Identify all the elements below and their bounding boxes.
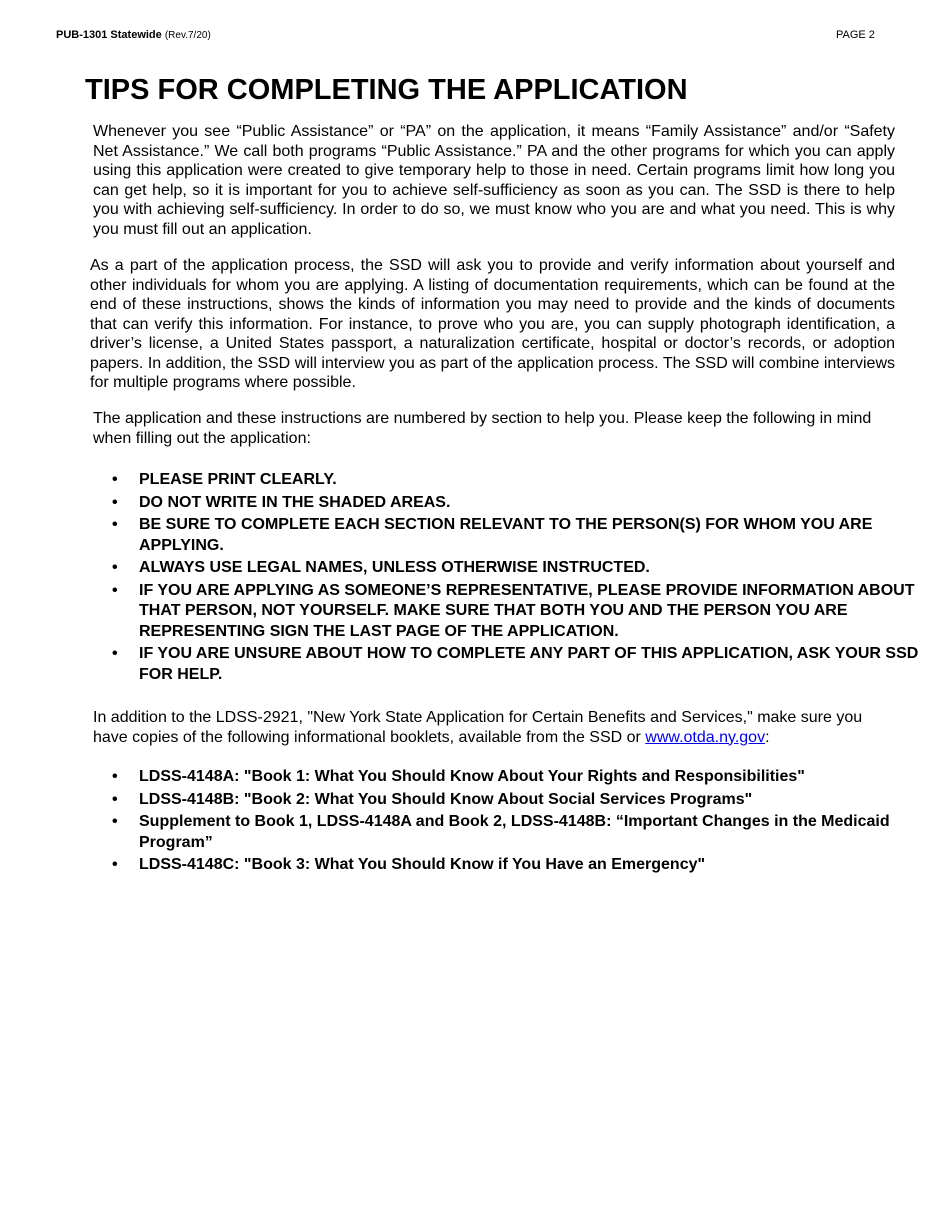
bullet-icon: • xyxy=(112,768,118,785)
bullet-icon: • xyxy=(112,493,118,511)
bullet-icon: • xyxy=(112,645,118,662)
booklet-title: LDSS-4148B: "Book 2: What You Should Know About Social Services Programs" xyxy=(139,790,753,808)
process-paragraph: As a part of the application process, the SSD will ask you to provide and verify information about yourself and other individuals for whom you are applying. A listing of documentation requirements, which can be found at the end of these instructions, shows the kinds of information you may need to provide and the kinds of documents that can verify this information. For instance, to prove who you are, you can supply photograph identification, a driver’s license, a United States passport, a naturalization certificate, hospital or doctor’s records, or adoption papers. In addition, the SSD will interview you as part of the application process. The SSD will combine interviews for multiple programs where possible. xyxy=(90,257,895,391)
list-item xyxy=(108,855,936,876)
page-number: PAGE 2 xyxy=(836,29,875,41)
bullet-icon: • xyxy=(112,559,118,576)
booklet-title: LDSS-4148C: "Book 3: What You Should Know if You Have an Emergency" xyxy=(139,856,706,873)
booklets-paragraph xyxy=(93,708,899,747)
otda-website-link[interactable]: www.otda.ny.gov xyxy=(645,728,766,746)
intro-paragraph: Whenever you see “Public Assistance” or “PA” on the application, it means “Family Assistance” and/or “Safety Net Assistance.” We call both programs “Public Assistance.” PA and the other programs for which you can apply using this application were created to give temporary help to those in need. Certain programs limit how long you can get help, so it is important for you to achieve self-sufficiency as soon as you can. The SSD is there to help you with achieving self-sufficiency. In order to do so, we must know who you are and what you need. This is why you must fill out an application. xyxy=(93,123,895,238)
list-item xyxy=(108,644,936,685)
numbering-paragraph: The application and these instructions are numbered by section to help you. Please keep the following in mind when filling out the application: xyxy=(93,410,872,447)
list-item xyxy=(108,581,936,643)
bullet-icon: • xyxy=(112,471,118,488)
form-revision: (Rev.7/20) xyxy=(164,30,211,41)
list-item xyxy=(108,558,936,579)
list-item xyxy=(108,515,936,556)
list-item xyxy=(108,812,936,853)
instruction-text: ALWAYS USE LEGAL NAMES, UNLESS OTHERWISE INSTRUCTED. xyxy=(139,559,650,576)
booklets-list xyxy=(108,767,936,878)
booklet-title: Supplement to Book 1, LDSS-4148A and Book 2, LDSS-4148B: “Important Changes in the Medicaid Program” xyxy=(139,813,890,851)
booklets-text: In addition to the LDSS-2921, "New York State Application for Certain Benefits and Services," make sure you have copies of the following informational booklets, available from the SSD or xyxy=(93,709,863,746)
booklet-title: LDSS-4148A: "Book 1: What You Should Know About Your Rights and Responsibilities" xyxy=(139,768,805,785)
instructions-list xyxy=(108,470,936,687)
booklets-colon: : xyxy=(765,728,770,746)
instruction-text: IF YOU ARE UNSURE ABOUT HOW TO COMPLETE ANY PART OF THIS APPLICATION, ASK YOUR SSD FOR HELP. xyxy=(139,645,919,683)
bullet-icon: • xyxy=(112,813,118,830)
bullet-icon: • xyxy=(112,790,118,808)
bullet-icon: • xyxy=(112,856,118,873)
page-title: TIPS FOR COMPLETING THE APPLICATION xyxy=(85,74,688,106)
list-item xyxy=(108,790,936,811)
list-item xyxy=(108,767,936,788)
instruction-text: BE SURE TO COMPLETE EACH SECTION RELEVANT TO THE PERSON(S) FOR WHOM YOU ARE APPLYING. xyxy=(139,516,873,554)
list-item xyxy=(108,493,936,514)
bullet-icon: • xyxy=(112,581,118,599)
list-item xyxy=(108,470,936,491)
instruction-text: PLEASE PRINT CLEARLY. xyxy=(139,471,337,488)
form-code: PUB-1301 Statewide xyxy=(56,29,162,41)
instruction-text: IF YOU ARE APPLYING AS SOMEONE’S REPRESENTATIVE, PLEASE PROVIDE INFORMATION ABOUT THAT PERSON, NOT YOURSELF. MAKE SURE THAT BOTH YOU AND THE PERSON YOU ARE REPRESENTING SIGN THE LAST PAGE OF THE APPLICATION. xyxy=(139,581,915,640)
form-code-header xyxy=(56,29,211,42)
bullet-icon: • xyxy=(112,516,118,533)
instruction-text: DO NOT WRITE IN THE SHADED AREAS. xyxy=(139,493,451,511)
